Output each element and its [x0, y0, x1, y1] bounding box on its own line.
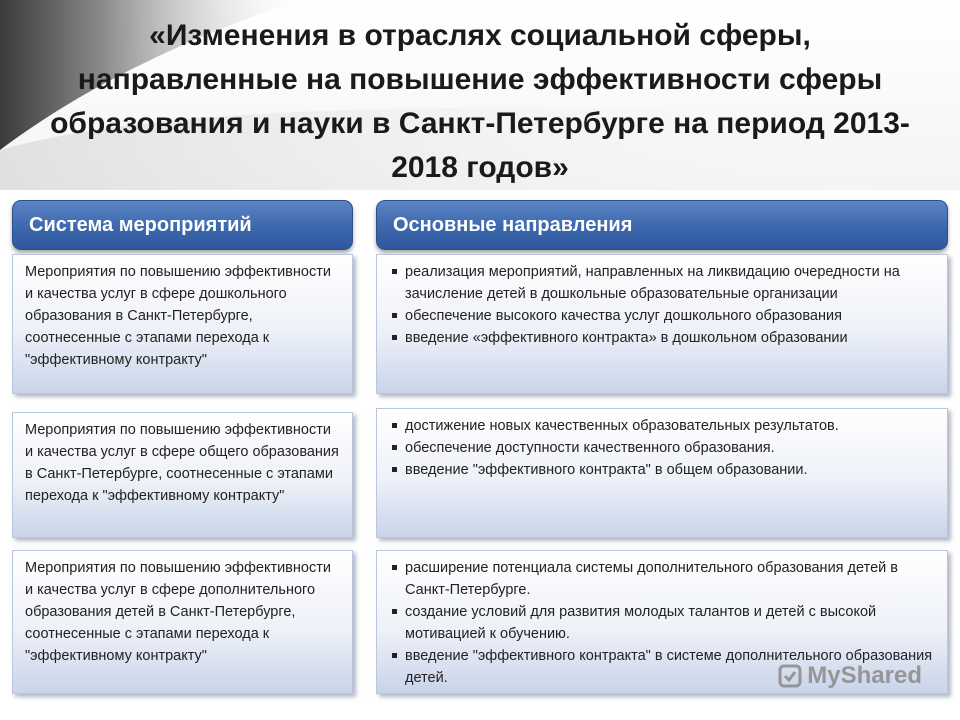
direction-item: обеспечение доступности качественного образования. [391, 437, 937, 459]
header-system-measures: Система мероприятий [12, 200, 353, 250]
measure-box-preschool [12, 254, 353, 394]
directions-list [391, 261, 937, 349]
directions-list [391, 415, 937, 481]
watermark [777, 662, 922, 690]
direction-item: расширение потенциала системы дополнительного образования детей в Санкт-Петербурге. [391, 557, 937, 601]
directions-box-preschool [376, 254, 948, 394]
direction-item: введение "эффективного контракта" в системе дополнительного образования детей. [391, 645, 937, 689]
header-main-directions: Основные направления [376, 200, 948, 250]
direction-item: введение «эффективного контракта» в дошкольном образовании [391, 327, 937, 349]
direction-item: обеспечение высокого качества услуг дошкольного образования [391, 305, 937, 327]
watermark-text: MyShared [807, 662, 922, 689]
measure-text: Мероприятия по повышению эффективности и качества услуг в сфере дошкольного образования в Санкт-Петербурге, соотнесенные с этапами перехода к "эффективному контракту" [25, 264, 331, 368]
directions-box-general [376, 408, 948, 538]
measure-text: Мероприятия по повышению эффективности и качества услуг в сфере дополнительного образования детей в Санкт-Петербурге, соотнесенные с этапами перехода к "эффективному контракту" [25, 560, 331, 664]
measure-box-general [12, 412, 353, 538]
page-title: «Изменения в отраслях социальной сферы, направленные на повышение эффективности сферы образования и науки в Санкт-Петербурге на период 2013-2018 годов» [50, 19, 910, 184]
measure-box-additional [12, 550, 353, 694]
measure-text: Мероприятия по повышению эффективности и качества услуг в сфере общего образования в Санкт-Петербурге, соотнесенные с этапами перехода к "эффективному контракту" [25, 422, 339, 504]
direction-item: достижение новых качественных образовательных результатов. [391, 415, 937, 437]
direction-item: реализация мероприятий, направленных на ликвидацию очередности на зачисление детей в дошкольные образовательные организации [391, 261, 937, 305]
direction-item: введение "эффективного контракта" в общем образовании. [391, 459, 937, 481]
myshared-logo-icon [777, 663, 803, 689]
direction-item: создание условий для развития молодых талантов и детей с высокой мотивацией к обучению. [391, 601, 937, 645]
